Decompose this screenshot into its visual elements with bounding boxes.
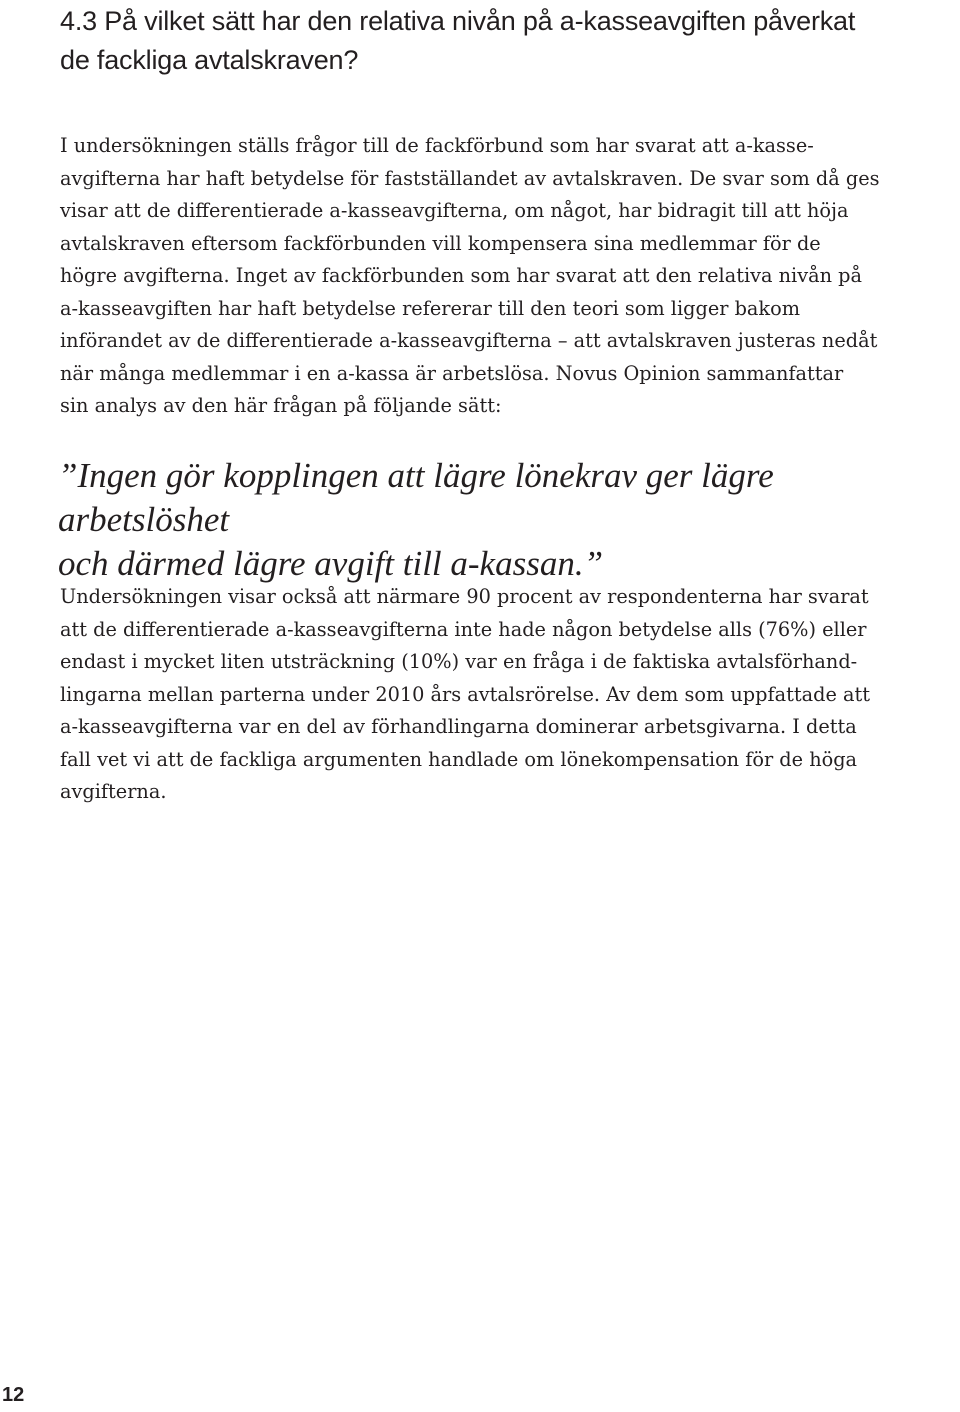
- quote-open-mark: ”: [58, 456, 78, 495]
- paragraph-2-line: a-kasseavgifterna var en del av förhandlingarna dominerar arbetsgivarna. I detta: [60, 715, 857, 738]
- pull-quote: [58, 454, 948, 586]
- paragraph-1-line: när många medlemmar i en a-kassa är arbetslösa. Novus Opinion sammanfattar: [60, 361, 844, 385]
- paragraph-1-line: högre avgifterna. Inget av fackförbunden som har svarat att den relativa nivån på: [60, 264, 862, 287]
- paragraph-2-line: fall vet vi att de fackliga argumenten handlade om lönekompensation för de höga: [60, 747, 858, 771]
- paragraph-1-line: avgifterna har haft betydelse för fastställandet av avtalskraven. De svar som då ges: [60, 166, 880, 190]
- section-heading-line-1: 4.3 På vilket sätt har den relativa nivån på a-kasseavgiften påverkat: [60, 6, 856, 36]
- paragraph-2-line: att de differentierade a-kasseavgifterna inte hade någon betydelse alls (76%) eller: [60, 617, 867, 641]
- section-heading-line-2: de fackliga avtalskraven?: [60, 45, 359, 75]
- paragraph-2: [60, 581, 950, 809]
- paragraph-1-line: avtalskraven eftersom fackförbunden vill kompensera sina medlemmar för de: [60, 231, 821, 255]
- section-heading: [60, 2, 940, 80]
- quote-line-2: och därmed lägre avgift till a-kassan.: [58, 544, 584, 583]
- quote-close-mark: ”: [583, 544, 604, 583]
- paragraph-1-line: visar att de differentierade a-kasseavgifterna, om något, har bidragit till att höja: [60, 199, 849, 222]
- paragraph-1: [60, 130, 950, 423]
- paragraph-2-line: lingarna mellan parterna under 2010 års avtalsrörelse. Av dem som uppfattade att: [60, 682, 870, 706]
- paragraph-1-line: sin analys av den här frågan på följande sätt:: [60, 394, 502, 417]
- paragraph-2-line: endast i mycket liten utsträckning (10%) var en fråga i de faktiska avtalsförhand-: [60, 650, 858, 673]
- page-number: 12: [2, 1384, 25, 1406]
- quote-line-1: Ingen gör kopplingen att lägre lönekrav ger lägre arbetslöshet: [58, 456, 774, 539]
- paragraph-1-line: införandet av de differentierade a-kasseavgifterna – att avtalskraven justeras nedåt: [60, 329, 878, 352]
- paragraph-2-line: Undersökningen visar också att närmare 90 procent av respondenterna har svarat: [60, 585, 869, 608]
- paragraph-2-line: avgifterna.: [60, 780, 167, 803]
- paragraph-1-line: a-kasseavgiften har haft betydelse refererar till den teori som ligger bakom: [60, 296, 800, 320]
- paragraph-1-line: I undersökningen ställs frågor till de fackförbund som har svarat att a-kasse-: [60, 134, 814, 157]
